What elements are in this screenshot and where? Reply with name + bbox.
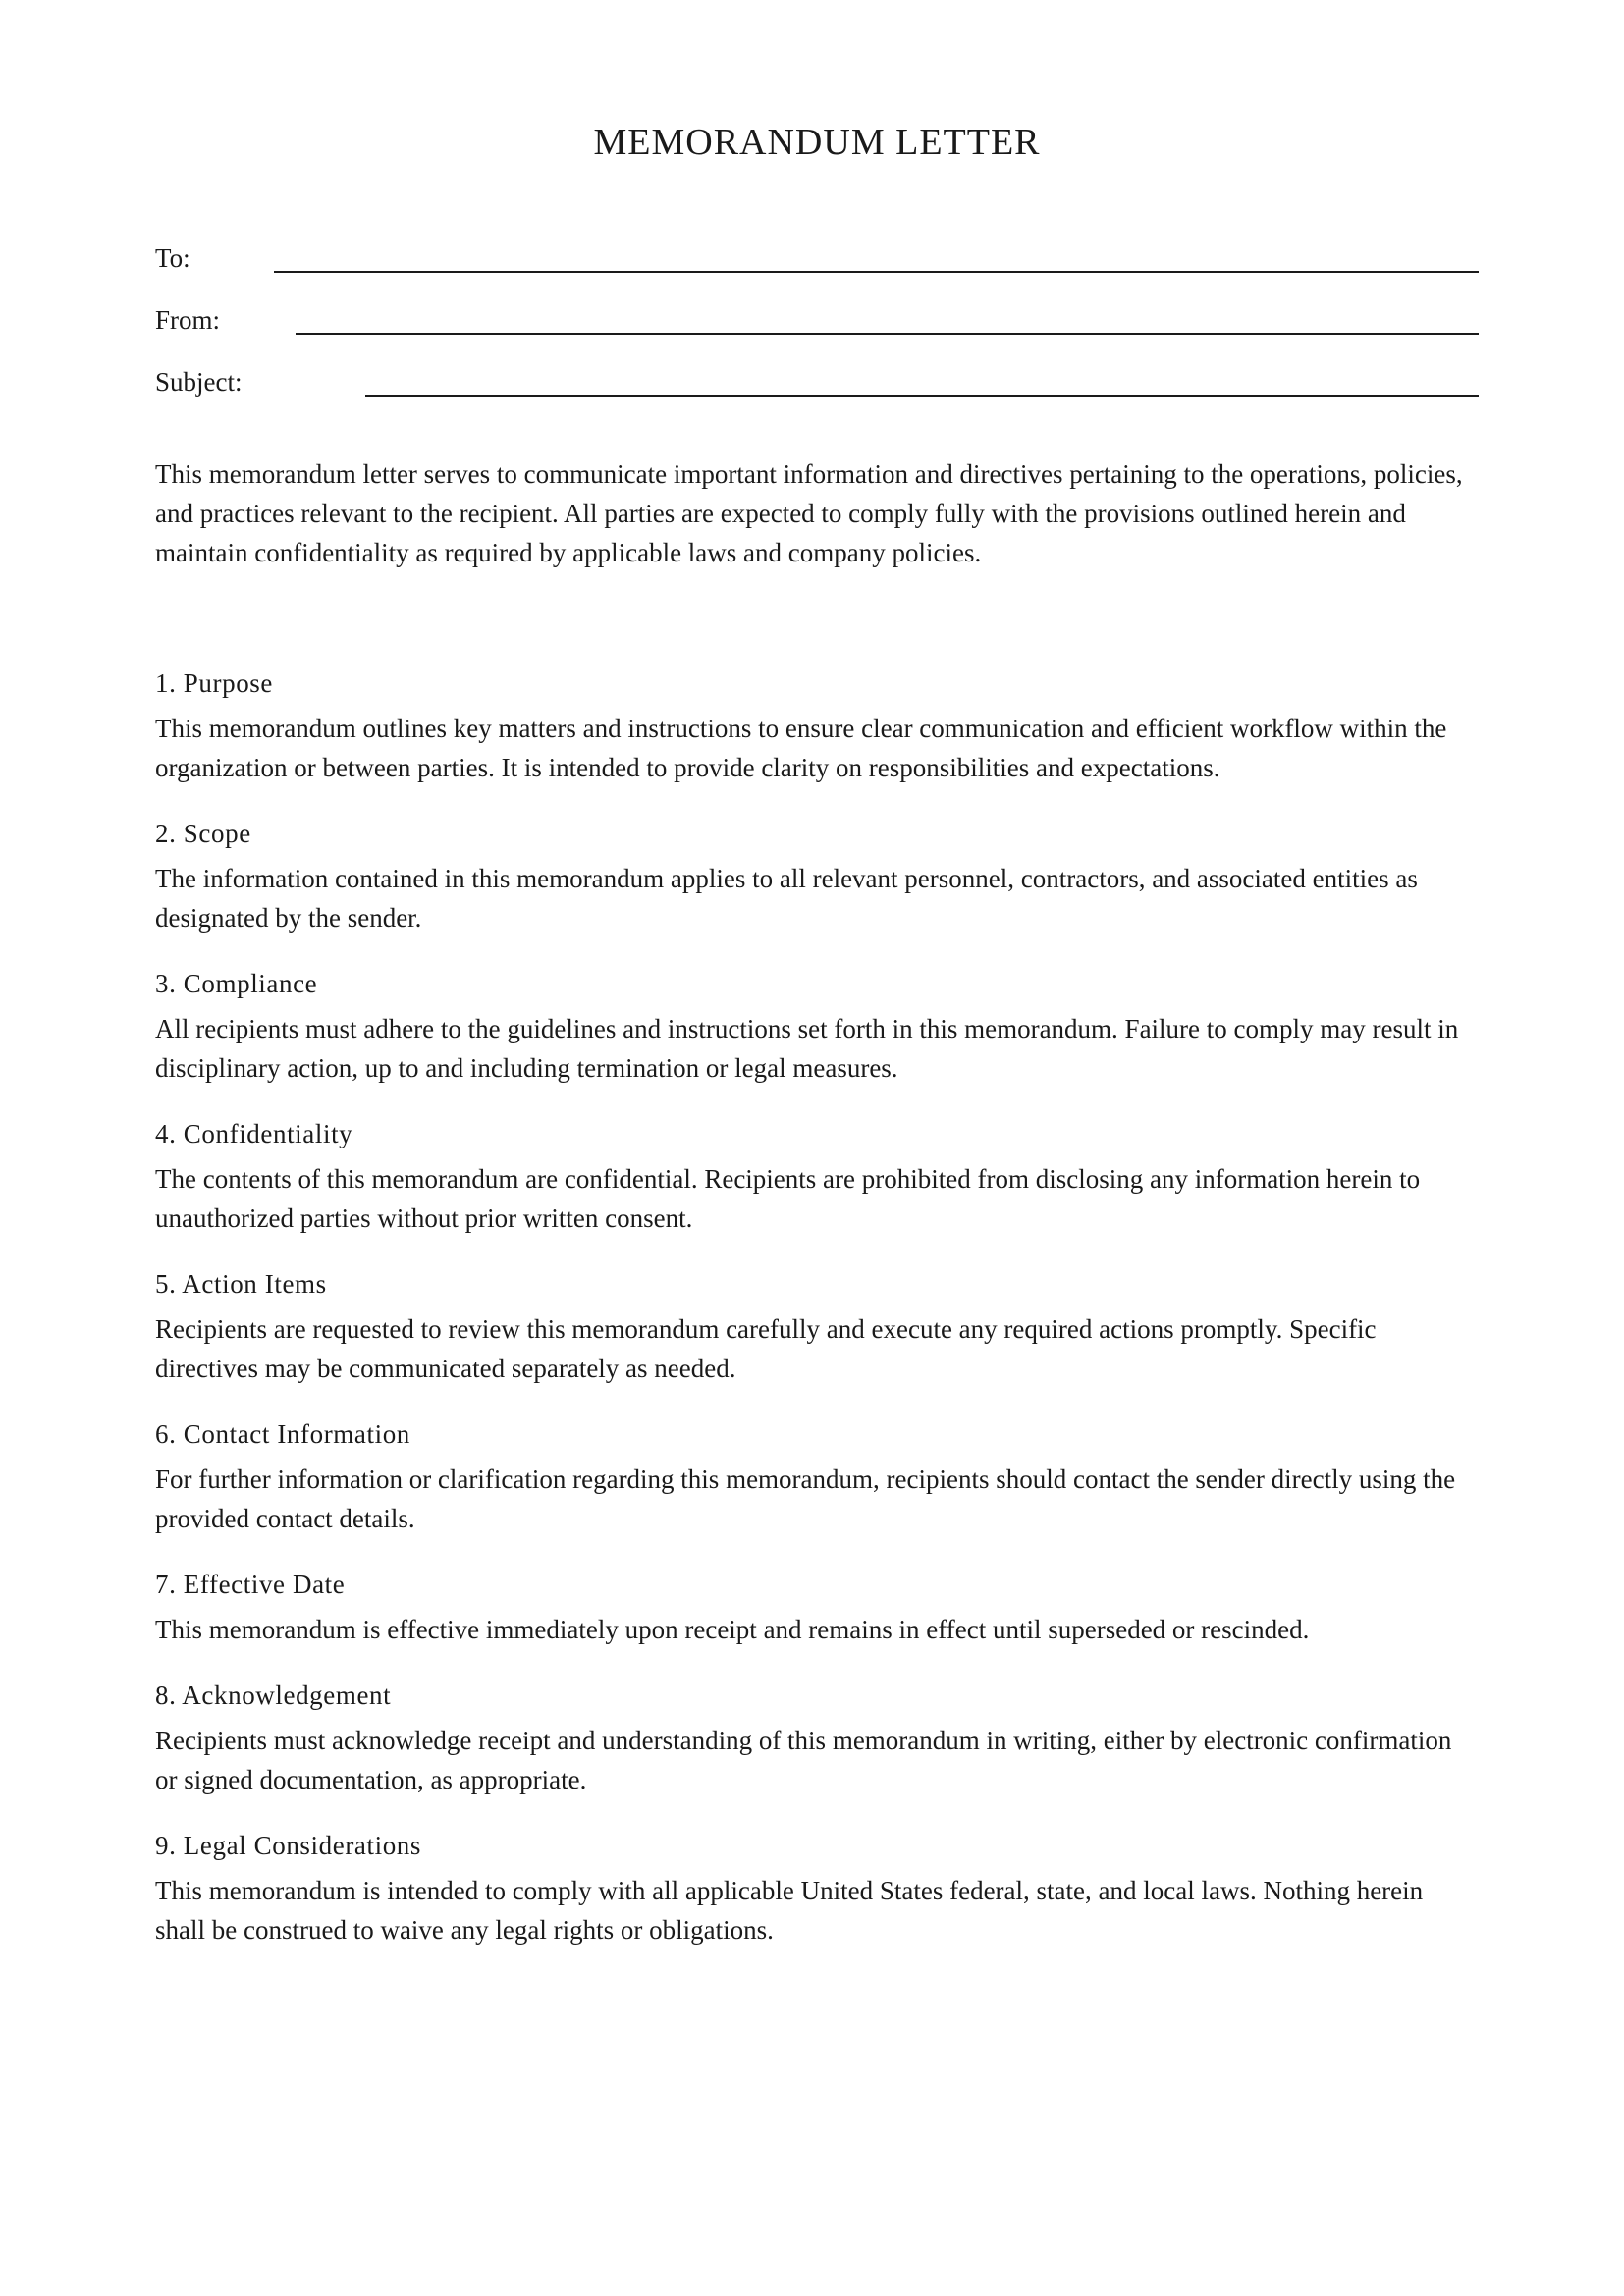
intro-paragraph: This memorandum letter serves to communicate important information and directives pertaining to the operations, policies, and practices relevant to the recipient. All parties are expected to comply fully with the provisions outlined herein and maintain confidentiality as required by applicable laws and company policies. <box>155 459 1463 567</box>
section-acknowledgement <box>155 1676 1479 1799</box>
section-scope <box>155 814 1479 937</box>
section-heading: 4. Confidentiality <box>155 1119 353 1148</box>
section-heading: 1. Purpose <box>155 668 273 698</box>
section-purpose <box>155 664 1479 787</box>
to-label: To: <box>155 243 190 273</box>
from-line[interactable] <box>296 333 1479 335</box>
section-body: For further information or clarification regarding this memorandum, recipients should contact the sender directly using the provided contact details. <box>155 1465 1456 1533</box>
sections-list <box>155 664 1479 1976</box>
to-line[interactable] <box>274 271 1479 273</box>
section-legal-considerations <box>155 1826 1479 1949</box>
section-body: This memorandum is intended to comply with all applicable United States federal, state, and local laws. Nothing herein shall be construed to waive any legal rights or obligations. <box>155 1876 1424 1945</box>
section-body: This memorandum is effective immediately upon receipt and remains in effect until superseded or rescinded. <box>155 1615 1310 1644</box>
section-action-items <box>155 1264 1479 1388</box>
document-title: MEMORANDUM LETTER <box>593 122 1041 163</box>
section-body: Recipients are requested to review this memorandum carefully and execute any required actions promptly. Specific directives may be communicated separately as needed. <box>155 1314 1377 1383</box>
section-effective-date <box>155 1565 1479 1649</box>
section-heading: 6. Contact Information <box>155 1419 410 1449</box>
section-body: Recipients must acknowledge receipt and understanding of this memorandum in writing, either by electronic confirmation or signed documentation, as appropriate. <box>155 1726 1452 1794</box>
to-field <box>155 241 1479 281</box>
section-body: This memorandum outlines key matters and instructions to ensure clear communication and efficient workflow within the organization or between parties. It is intended to provide clarity on responsibilities and expectations. <box>155 714 1447 782</box>
section-heading: 7. Effective Date <box>155 1570 346 1599</box>
subject-label: Subject: <box>155 367 243 397</box>
section-heading: 2. Scope <box>155 819 251 848</box>
section-body: All recipients must adhere to the guidelines and instructions set forth in this memorandum. Failure to comply may result in disciplinary action, up to and including termination or legal measures. <box>155 1014 1459 1083</box>
from-label: From: <box>155 305 221 335</box>
section-heading: 3. Compliance <box>155 969 318 998</box>
section-compliance <box>155 964 1479 1088</box>
section-body: The contents of this memorandum are confidential. Recipients are prohibited from disclosing any information herein to unauthorized parties without prior written consent. <box>155 1164 1421 1233</box>
section-contact-information <box>155 1415 1479 1538</box>
section-body: The information contained in this memorandum applies to all relevant personnel, contractors, and associated entities as designated by the sender. <box>155 864 1418 933</box>
section-heading: 5. Action Items <box>155 1269 327 1299</box>
from-field <box>155 303 1479 343</box>
section-confidentiality <box>155 1114 1479 1238</box>
section-heading: 8. Acknowledgement <box>155 1681 392 1710</box>
section-heading: 9. Legal Considerations <box>155 1831 421 1860</box>
subject-field <box>155 365 1479 404</box>
subject-line[interactable] <box>365 395 1479 397</box>
